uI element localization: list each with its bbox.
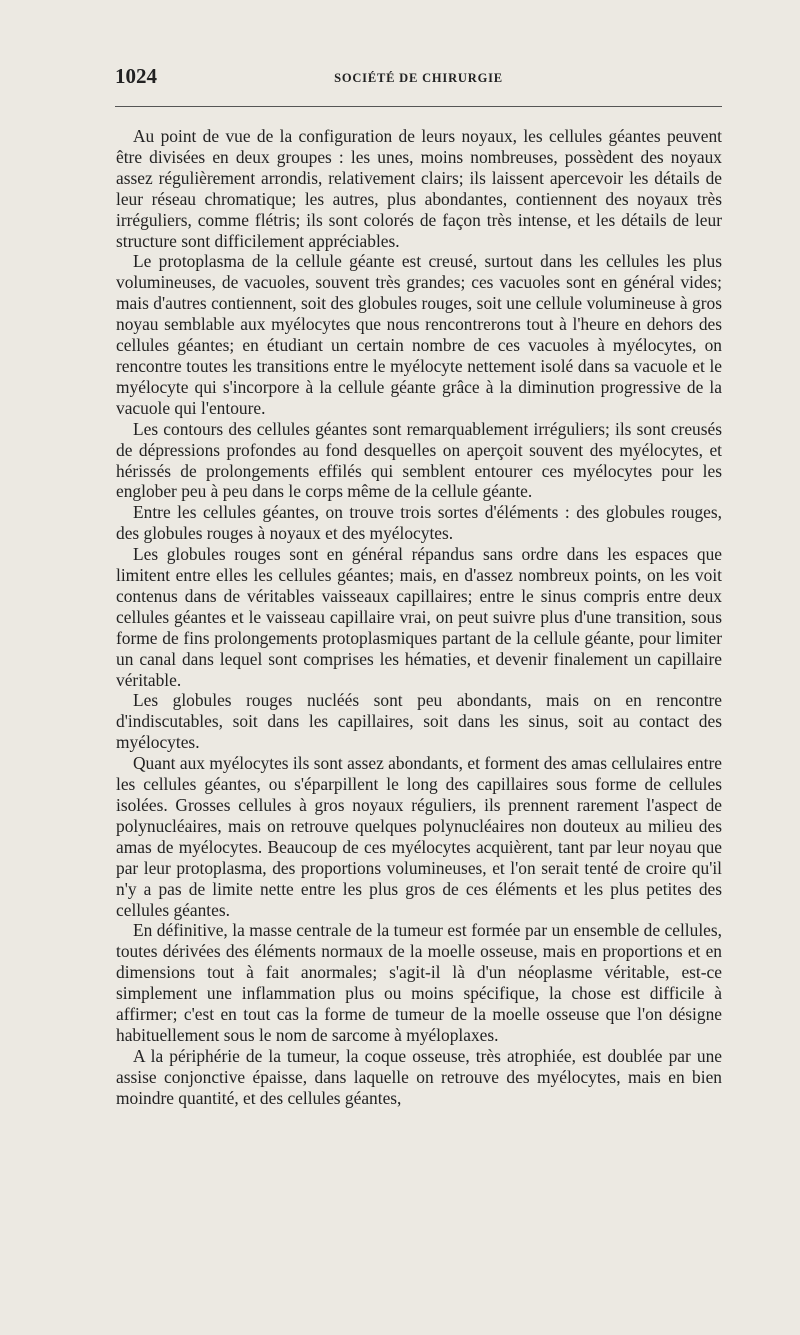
page-header bbox=[115, 64, 722, 94]
paragraph: Le protoplasma de la cellule géante est creusé, surtout dans les cellules les plus volumineuses, de vacuoles, souvent très grandes; ces vacuoles sont en général vides; mais d'autres contiennent, soit des globules rouges, soit une cellule volumineuse à gros noyau semblable aux myélocytes que nous rencontrerons tout à l'heure en dehors des cellules géantes; en étudiant un certain nombre de ces vacuoles à myélocytes, on rencontre toutes les transitions entre le myélocyte nettement isolé dans sa vacuole et le myélocyte qui s'incorpore à la cellule géante grâce à la diminution progressive de la vacuole qui l'entoure. bbox=[116, 251, 722, 418]
paragraph: Entre les cellules géantes, on trouve trois sortes d'éléments : des globules rouges, des globules rouges à noyaux et des myélocytes. bbox=[116, 502, 722, 544]
paragraph: Les contours des cellules géantes sont remarquablement irréguliers; ils sont creusés de dépressions profondes au fond desquelles on aperçoit souvent des myélocytes, et hérissés de prolongements effilés qui semblent entourer ces myélocytes pour les englober peu à peu dans le corps même de la cellule géante. bbox=[116, 418, 722, 502]
page-number: 1024 bbox=[115, 64, 157, 88]
paragraph: En définitive, la masse centrale de la tumeur est formée par un ensemble de cellules, toutes dérivées des éléments normaux de la moelle osseuse, mais en proportions et en dimensions tout à fait anormales; s'agit-il là d'un néoplasme véritable, est-ce simplement une inflammation plus ou moins spécifique, la chose est difficile à affirmer; c'est en tout cas la forme de tumeur de la moelle osseuse que l'on désigne habituellement sous le nom de sarcome à myéloplaxes. bbox=[116, 920, 722, 1045]
header-rule bbox=[115, 106, 722, 107]
paragraph: Les globules rouges nucléés sont peu abondants, mais on en rencontre d'indiscutables, soit dans les capillaires, soit dans les sinus, soit au contact des myélocytes. bbox=[116, 690, 722, 753]
paragraph: Au point de vue de la configuration de leurs noyaux, les cellules géantes peuvent être divisées en deux groupes : les unes, moins nombreuses, possèdent des noyaux assez régulièrement arrondis, relativement clairs; ils laissent apercevoir les détails de leur réseau chromatique; les autres, plus abondantes, contiennent des noyaux très irréguliers, comme flétris; ils sont colorés de façon très intense, et les détails de leur structure sont difficilement appréciables. bbox=[116, 126, 722, 251]
running-title: SOCIÉTÉ DE CHIRURGIE bbox=[334, 71, 503, 85]
body-text bbox=[116, 126, 722, 1109]
paragraph: Les globules rouges sont en général répandus sans ordre dans les espaces que limitent entre elles les cellules géantes; mais, en d'assez nombreux points, on les voit contenus dans de véritables vaisseaux capillaires; entre le sinus compris entre deux cellules géantes et le vaisseau capillaire vrai, on peut suivre plus d'une transition, sous forme de fins prolongements protoplasmiques partant de la cellule géante, pour limiter un canal dans lequel sont comprises les hématies, et devenir finalement un capillaire véritable. bbox=[116, 544, 722, 690]
paragraph: A la périphérie de la tumeur, la coque osseuse, très atrophiée, est doublée par une assise conjonctive épaisse, dans laquelle on retrouve des myélocytes, mais en bien moindre quantité, et des cellules géantes, bbox=[116, 1045, 722, 1108]
paragraph: Quant aux myélocytes ils sont assez abondants, et forment des amas cellulaires entre les cellules géantes, ou s'éparpillent le long des capillaires sous forme de cellules isolées. Grosses cellules à gros noyaux réguliers, ils prennent rarement l'aspect de polynucléaires, mais on retrouve quelques polynucléaires non douteux au milieu des amas de myélocytes. Beaucoup de ces myélocytes acquièrent, tant par leur noyau que par leur protoplasma, des proportions volumineuses, et l'on serait tenté de croire qu'il n'y a pas de limite nette entre les plus gros de ces éléments et les plus petites des cellules géantes. bbox=[116, 753, 722, 920]
